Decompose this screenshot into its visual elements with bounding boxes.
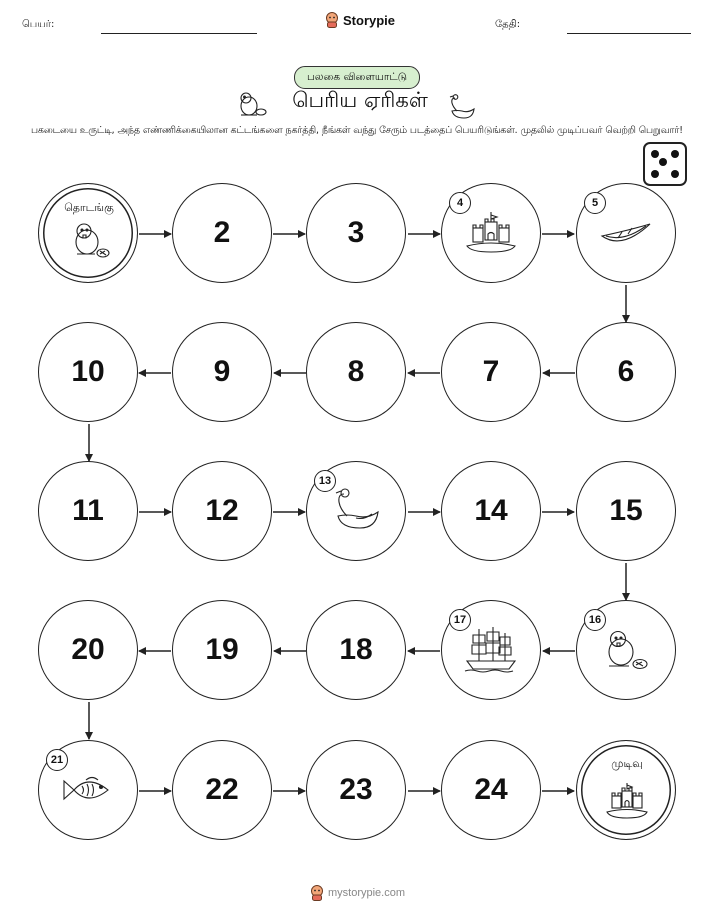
name-label: பெயர்: (22, 19, 55, 30)
beaver-icon (69, 220, 111, 262)
ship-icon (463, 625, 519, 675)
board-cell-8[interactable]: 8 (306, 322, 406, 422)
cell-number-badge: 5 (584, 192, 606, 214)
cell-number-badge: 21 (46, 749, 68, 771)
board-cell-12[interactable]: 12 (172, 461, 272, 561)
brand-name: Storypie (343, 12, 396, 28)
finish-cell[interactable] (576, 740, 676, 840)
board-cell-23[interactable]: 23 (306, 740, 406, 840)
cell-number-badge: 17 (449, 609, 471, 631)
board-cell-18[interactable]: 18 (306, 600, 406, 700)
board-cell-6[interactable]: 6 (576, 322, 676, 422)
page-title: பெரிய ஏரிகள் (292, 88, 428, 112)
canoe-icon (598, 216, 654, 250)
start-cell[interactable] (38, 183, 138, 283)
storypie-mascot-icon (310, 885, 324, 901)
board-cell-10[interactable]: 10 (38, 322, 138, 422)
game-type-badge: பலகை விளையாட்டு (294, 66, 420, 89)
footer-site[interactable]: mystorypie.com (328, 887, 406, 899)
cell-number-badge: 4 (449, 192, 471, 214)
finish-label: முடிவு (611, 757, 643, 770)
sandcastle-icon (464, 210, 518, 256)
board-cell-9[interactable]: 9 (172, 322, 272, 422)
sandcastle-icon (604, 781, 650, 823)
board-cell-2[interactable]: 2 (172, 183, 272, 283)
board-cell-19[interactable]: 19 (172, 600, 272, 700)
cell-number-badge: 13 (314, 470, 336, 492)
swan-icon (330, 486, 382, 536)
cell-number-badge: 16 (584, 609, 606, 631)
board-cell-14[interactable]: 14 (441, 461, 541, 561)
board-cell-11[interactable]: 11 (38, 461, 138, 561)
board-cell-7[interactable]: 7 (441, 322, 541, 422)
date-label: தேதி: (495, 19, 521, 30)
start-label: தொடங்கு (64, 201, 114, 214)
instructions-text: பகடையை உருட்டி, அந்த எண்ணிக்கையிலான கட்டங்களை நகர்த்தி, நீங்கள் வந்து சேரும் படத்தைப் பெயரிடுங்கள். முதலில் முடிப்பவர் வெற்றி பெறுவார்! (30, 125, 684, 136)
fish-icon (60, 772, 116, 808)
board-cell-20[interactable]: 20 (38, 600, 138, 700)
board-cell-24[interactable]: 24 (441, 740, 541, 840)
beaver-icon (601, 626, 651, 674)
board-cell-3[interactable]: 3 (306, 183, 406, 283)
board-cell-22[interactable]: 22 (172, 740, 272, 840)
board-cell-15[interactable]: 15 (576, 461, 676, 561)
footer (310, 885, 405, 901)
